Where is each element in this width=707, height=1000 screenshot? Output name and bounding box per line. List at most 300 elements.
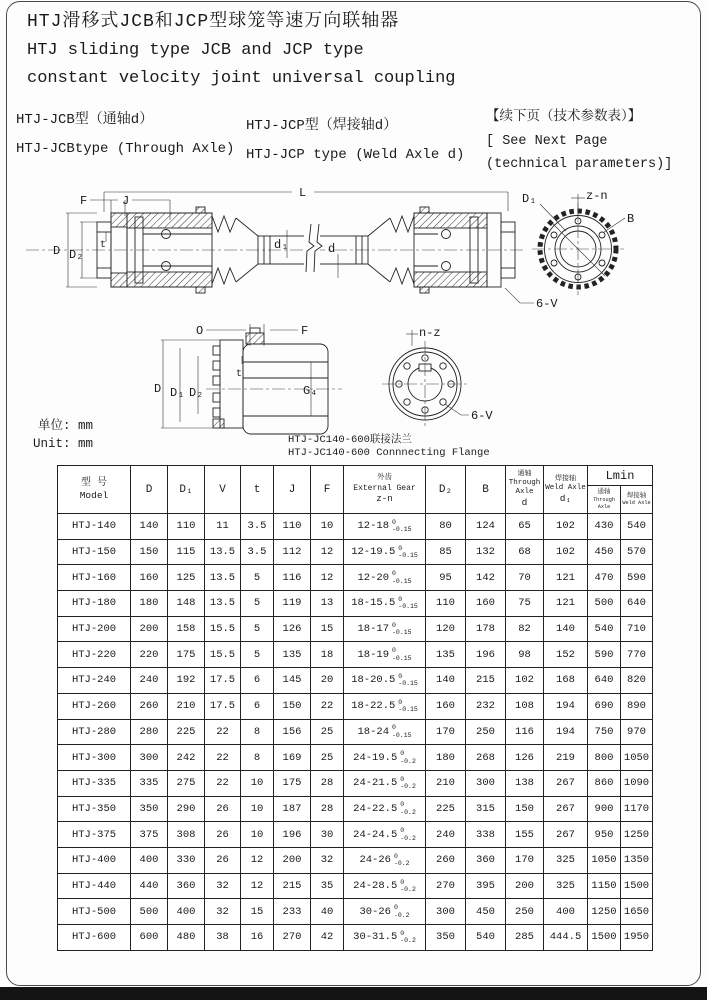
cell-external-gear: 24-26 0 -0.2 <box>344 847 426 873</box>
cell-value: 267 <box>544 796 588 822</box>
cell-value: 160 <box>426 693 466 719</box>
table-row <box>58 899 653 925</box>
dim-label-D1-section: D₁ <box>170 386 185 400</box>
cell-value: 26 <box>205 822 241 848</box>
cell-model: HTJ-220 <box>58 642 131 668</box>
cell-value: 219 <box>544 745 588 771</box>
jcb-label-cn: HTJ-JCB型（通轴d） <box>16 112 154 128</box>
cell-value: 160 <box>131 565 168 591</box>
cell-value: 225 <box>426 796 466 822</box>
cell-model: HTJ-300 <box>58 745 131 771</box>
cell-value: 1500 <box>621 873 653 899</box>
cell-value: 12 <box>311 565 344 591</box>
cell-value: 5 <box>241 616 274 642</box>
dim-label-L: L <box>299 186 307 200</box>
table-row <box>58 873 653 899</box>
cell-value: 590 <box>588 642 621 668</box>
callout-6v-flange: 6-V <box>471 409 493 423</box>
cell-value: 178 <box>466 616 506 642</box>
cell-value: 240 <box>426 822 466 848</box>
cell-value: 126 <box>274 616 311 642</box>
cell-value: 260 <box>426 847 466 873</box>
cell-model: HTJ-335 <box>58 770 131 796</box>
cell-value: 155 <box>506 822 544 848</box>
cell-value: 710 <box>621 616 653 642</box>
cell-external-gear: 24-22.5 0 -0.2 <box>344 796 426 822</box>
table-row <box>58 925 653 951</box>
next-page-en-1: [ See Next Page <box>486 133 608 149</box>
dim-label-D-section: D <box>154 382 162 396</box>
cell-value: 20 <box>311 668 344 694</box>
cell-value: 267 <box>544 822 588 848</box>
cell-value: 15.5 <box>205 642 241 668</box>
connecting-flange-end-view <box>382 326 493 427</box>
dim-label-F-section: F <box>301 324 309 338</box>
cell-value: 1500 <box>588 925 621 951</box>
cell-value: 770 <box>621 642 653 668</box>
header-lmin-weld: 焊接轴 Weld Axle <box>621 486 653 514</box>
cell-model: HTJ-400 <box>58 847 131 873</box>
cell-value: 8 <box>241 745 274 771</box>
dim-label-D2-main: D₂ <box>69 248 84 262</box>
cell-value: 280 <box>131 719 168 745</box>
cell-value: 1650 <box>621 899 653 925</box>
cell-value: 360 <box>466 847 506 873</box>
cell-value: 215 <box>466 668 506 694</box>
cell-value: 480 <box>168 925 205 951</box>
cell-value: 80 <box>426 514 466 540</box>
page-title <box>27 8 455 92</box>
cell-value: 950 <box>588 822 621 848</box>
cell-external-gear: 24-21.5 0 -0.2 <box>344 770 426 796</box>
jcb-label-en: HTJ-JCBtype (Through Axle) <box>16 140 235 157</box>
cell-value: 300 <box>131 745 168 771</box>
cell-external-gear: 18-20.5 0 -0.15 <box>344 668 426 694</box>
cell-value: 325 <box>544 873 588 899</box>
header-V: V <box>205 466 241 514</box>
shaft-assembly-drawing <box>26 186 558 311</box>
cell-value: 500 <box>588 591 621 617</box>
cell-model: HTJ-500 <box>58 899 131 925</box>
cell-value: 140 <box>426 668 466 694</box>
cell-value: 121 <box>544 591 588 617</box>
cell-value: 126 <box>506 745 544 771</box>
dim-label-d1: d₁ <box>274 238 289 252</box>
technical-drawing <box>8 186 700 462</box>
cell-value: 225 <box>168 719 205 745</box>
cell-value: 135 <box>274 642 311 668</box>
cell-value: 180 <box>131 591 168 617</box>
dim-label-t-section: t <box>236 369 243 380</box>
cell-value: 540 <box>621 514 653 540</box>
cell-value: 160 <box>466 591 506 617</box>
cell-value: 194 <box>544 693 588 719</box>
cell-value: 17.5 <box>205 668 241 694</box>
cell-external-gear: 18-15.5 0 -0.15 <box>344 591 426 617</box>
cell-value: 22 <box>205 745 241 771</box>
cell-value: 35 <box>311 873 344 899</box>
cell-value: 145 <box>274 668 311 694</box>
cell-value: 22 <box>205 719 241 745</box>
cell-value: 335 <box>131 770 168 796</box>
cell-value: 68 <box>506 539 544 565</box>
cell-value: 1250 <box>588 899 621 925</box>
dim-label-D1-flange: D₁ <box>522 192 537 206</box>
header-model: 型 号 Model <box>58 466 131 514</box>
cell-value: 180 <box>426 745 466 771</box>
cell-value: 10 <box>241 796 274 822</box>
cell-value: 148 <box>168 591 205 617</box>
cell-value: 450 <box>466 899 506 925</box>
cell-value: 26 <box>205 796 241 822</box>
cell-value: 168 <box>544 668 588 694</box>
cell-value: 375 <box>131 822 168 848</box>
cell-value: 142 <box>466 565 506 591</box>
dim-label-t-main: t <box>100 240 107 251</box>
cell-value: 250 <box>506 899 544 925</box>
cell-value: 125 <box>168 565 205 591</box>
cell-value: 6 <box>241 693 274 719</box>
cell-value: 16 <box>241 925 274 951</box>
cell-external-gear: 18-19 0 -0.15 <box>344 642 426 668</box>
cell-value: 116 <box>274 565 311 591</box>
cell-value: 1050 <box>621 745 653 771</box>
cell-value: 15.5 <box>205 616 241 642</box>
cell-value: 22 <box>205 770 241 796</box>
header-D2: D₂ <box>426 466 466 514</box>
callout-6v-main: 6-V <box>536 297 558 311</box>
cell-value: 5 <box>241 565 274 591</box>
table-row <box>58 668 653 694</box>
cell-value: 124 <box>466 514 506 540</box>
cell-value: 10 <box>241 770 274 796</box>
cell-model: HTJ-375 <box>58 822 131 848</box>
cell-external-gear: 12-19.5 0 -0.15 <box>344 539 426 565</box>
flange-caption-cn: HTJ-JC140-600联接法兰 <box>288 434 412 446</box>
cell-external-gear: 18-24 0 -0.15 <box>344 719 426 745</box>
next-page-en-2: (technical parameters)] <box>486 157 673 173</box>
cell-value: 300 <box>426 899 466 925</box>
cell-value: 32 <box>311 847 344 873</box>
cell-value: 338 <box>466 822 506 848</box>
cell-value: 240 <box>131 668 168 694</box>
page-bottom-edge <box>0 987 707 1000</box>
header-B: B <box>466 466 506 514</box>
cell-value: 135 <box>426 642 466 668</box>
cell-value: 112 <box>274 539 311 565</box>
cell-value: 1150 <box>588 873 621 899</box>
type-label-jcb <box>16 106 234 163</box>
cell-value: 192 <box>168 668 205 694</box>
cell-value: 690 <box>588 693 621 719</box>
cell-value: 750 <box>588 719 621 745</box>
cell-value: 13.5 <box>205 591 241 617</box>
cell-value: 17.5 <box>205 693 241 719</box>
cell-model: HTJ-440 <box>58 873 131 899</box>
header-weld-axle: 焊接轴 Weld Axle d₁ <box>544 466 588 514</box>
table-row <box>58 565 653 591</box>
table-row <box>58 745 653 771</box>
cell-value: 220 <box>131 642 168 668</box>
cell-value: 18 <box>311 642 344 668</box>
flange-caption-en: HTJ-JC140-600 Connnecting Flange <box>288 447 490 459</box>
header-F: F <box>311 466 344 514</box>
cell-model: HTJ-150 <box>58 539 131 565</box>
cell-value: 275 <box>168 770 205 796</box>
dim-label-D2-section: D₂ <box>189 386 204 400</box>
cell-value: 400 <box>168 899 205 925</box>
dim-label-D-main: D <box>53 244 61 258</box>
cell-external-gear: 24-19.5 0 -0.2 <box>344 745 426 771</box>
cell-value: 395 <box>466 873 506 899</box>
cell-external-gear: 12-20 0 -0.15 <box>344 565 426 591</box>
cell-value: 150 <box>506 796 544 822</box>
cell-value: 200 <box>274 847 311 873</box>
cell-value: 11 <box>205 514 241 540</box>
cell-value: 350 <box>426 925 466 951</box>
cell-value: 13.5 <box>205 539 241 565</box>
cell-value: 500 <box>131 899 168 925</box>
table-row <box>58 770 653 796</box>
cell-value: 590 <box>621 565 653 591</box>
cell-value: 116 <box>506 719 544 745</box>
cell-value: 28 <box>311 770 344 796</box>
cell-value: 196 <box>466 642 506 668</box>
cell-value: 267 <box>544 770 588 796</box>
cell-value: 232 <box>466 693 506 719</box>
title-english-1: HTJ sliding type JCB and JCP type <box>27 41 364 61</box>
cell-value: 38 <box>205 925 241 951</box>
cell-value: 13 <box>311 591 344 617</box>
cell-value: 890 <box>621 693 653 719</box>
cell-value: 25 <box>311 745 344 771</box>
cell-value: 158 <box>168 616 205 642</box>
header-t: t <box>241 466 274 514</box>
cell-value: 40 <box>311 899 344 925</box>
cell-value: 5 <box>241 591 274 617</box>
type-label-jcp <box>246 112 464 169</box>
cell-external-gear: 30-26 0 -0.2 <box>344 899 426 925</box>
cell-value: 150 <box>131 539 168 565</box>
cell-value: 444.5 <box>544 925 588 951</box>
table-row <box>58 514 653 540</box>
title-english-2: constant velocity joint universal coupling <box>27 68 456 88</box>
cell-value: 70 <box>506 565 544 591</box>
cell-value: 121 <box>544 565 588 591</box>
cell-model: HTJ-160 <box>58 565 131 591</box>
cell-external-gear: 18-22.5 0 -0.15 <box>344 693 426 719</box>
cell-value: 26 <box>205 847 241 873</box>
dim-label-G4: G₄ <box>303 384 318 398</box>
cell-external-gear: 24-24.5 0 -0.2 <box>344 822 426 848</box>
gear-flange-end-view <box>522 189 634 295</box>
header-through-axle: 通轴 Through Axle d <box>506 466 544 514</box>
cell-model: HTJ-350 <box>58 796 131 822</box>
cell-value: 95 <box>426 565 466 591</box>
cell-value: 140 <box>131 514 168 540</box>
cell-value: 102 <box>506 668 544 694</box>
cell-value: 200 <box>131 616 168 642</box>
header-lmin-through: 通轴 Through Axle <box>588 486 621 514</box>
cell-value: 800 <box>588 745 621 771</box>
cell-model: HTJ-600 <box>58 925 131 951</box>
cell-value: 285 <box>506 925 544 951</box>
cell-model: HTJ-180 <box>58 591 131 617</box>
cell-value: 250 <box>466 719 506 745</box>
cell-model: HTJ-260 <box>58 693 131 719</box>
cell-external-gear: 24-28.5 0 -0.2 <box>344 873 426 899</box>
cell-value: 1050 <box>588 847 621 873</box>
cell-value: 156 <box>274 719 311 745</box>
cell-value: 196 <box>274 822 311 848</box>
cell-value: 12 <box>241 873 274 899</box>
cell-value: 350 <box>131 796 168 822</box>
cell-value: 22 <box>311 693 344 719</box>
cell-value: 12 <box>311 539 344 565</box>
cell-value: 3.5 <box>241 514 274 540</box>
cell-value: 119 <box>274 591 311 617</box>
cell-value: 233 <box>274 899 311 925</box>
unit-label-en: Unit: mm <box>33 437 94 451</box>
cell-value: 110 <box>168 514 205 540</box>
cell-value: 42 <box>311 925 344 951</box>
cell-value: 260 <box>131 693 168 719</box>
dim-label-O: O <box>196 324 204 338</box>
cell-external-gear: 12-18 0 -0.15 <box>344 514 426 540</box>
connecting-flange-section <box>154 324 342 434</box>
table-row <box>58 693 653 719</box>
cell-value: 140 <box>544 616 588 642</box>
header-D: D <box>131 466 168 514</box>
header-external-gear: 外齿 External Gear z-n <box>344 466 426 514</box>
cell-value: 430 <box>588 514 621 540</box>
cell-value: 170 <box>426 719 466 745</box>
cell-value: 470 <box>588 565 621 591</box>
dim-label-d: d <box>328 242 336 256</box>
cell-value: 65 <box>506 514 544 540</box>
cell-external-gear: 30-31.5 0 -0.2 <box>344 925 426 951</box>
cell-value: 175 <box>274 770 311 796</box>
cell-value: 242 <box>168 745 205 771</box>
cell-value: 1950 <box>621 925 653 951</box>
cell-value: 13.5 <box>205 565 241 591</box>
table-row <box>58 847 653 873</box>
cell-value: 3.5 <box>241 539 274 565</box>
cell-value: 169 <box>274 745 311 771</box>
title-chinese: HTJ滑移式JCB和JCP型球笼等速万向联轴器 <box>27 12 400 32</box>
cell-value: 132 <box>466 539 506 565</box>
cell-value: 300 <box>466 770 506 796</box>
cell-value: 10 <box>311 514 344 540</box>
next-page-cn: 【续下页（技术参数表）】 <box>486 110 642 125</box>
cell-value: 1250 <box>621 822 653 848</box>
cell-value: 30 <box>311 822 344 848</box>
cell-value: 268 <box>466 745 506 771</box>
cell-value: 360 <box>168 873 205 899</box>
cell-value: 1090 <box>621 770 653 796</box>
cell-value: 110 <box>426 591 466 617</box>
cell-value: 15 <box>241 899 274 925</box>
table-row <box>58 719 653 745</box>
table-row <box>58 539 653 565</box>
cell-value: 400 <box>131 847 168 873</box>
cell-value: 12 <box>241 847 274 873</box>
cell-value: 210 <box>426 770 466 796</box>
cell-value: 6 <box>241 668 274 694</box>
cell-value: 270 <box>426 873 466 899</box>
cell-value: 108 <box>506 693 544 719</box>
cell-value: 75 <box>506 591 544 617</box>
cell-value: 200 <box>506 873 544 899</box>
table-row <box>58 796 653 822</box>
cell-value: 970 <box>621 719 653 745</box>
spec-table <box>57 465 653 951</box>
cell-model: HTJ-240 <box>58 668 131 694</box>
cell-value: 170 <box>506 847 544 873</box>
table-row <box>58 591 653 617</box>
cell-value: 570 <box>621 539 653 565</box>
cell-model: HTJ-200 <box>58 616 131 642</box>
cell-value: 15 <box>311 616 344 642</box>
dim-label-zn: z-n <box>586 189 608 203</box>
cell-value: 900 <box>588 796 621 822</box>
header-J: J <box>274 466 311 514</box>
unit-label-cn: 单位: mm <box>38 419 94 433</box>
table-row <box>58 822 653 848</box>
cell-value: 640 <box>588 668 621 694</box>
see-next-page-note <box>486 106 672 177</box>
cell-value: 540 <box>588 616 621 642</box>
cell-value: 540 <box>466 925 506 951</box>
cell-value: 102 <box>544 539 588 565</box>
spec-table-header <box>58 466 653 514</box>
cell-value: 138 <box>506 770 544 796</box>
table-row <box>58 642 653 668</box>
cell-model: HTJ-140 <box>58 514 131 540</box>
cell-value: 270 <box>274 925 311 951</box>
dim-label-B: B <box>627 212 635 226</box>
dim-label-nz: n-z <box>419 326 441 340</box>
cell-value: 5 <box>241 642 274 668</box>
cell-value: 8 <box>241 719 274 745</box>
cell-value: 10 <box>241 822 274 848</box>
dim-label-F: F <box>80 194 88 208</box>
cell-value: 330 <box>168 847 205 873</box>
cell-value: 120 <box>426 616 466 642</box>
header-lmin: Lmin <box>588 466 653 486</box>
cell-model: HTJ-280 <box>58 719 131 745</box>
spec-table-body <box>58 514 653 951</box>
cell-value: 102 <box>544 514 588 540</box>
cell-value: 25 <box>311 719 344 745</box>
cell-value: 400 <box>544 899 588 925</box>
cell-value: 85 <box>426 539 466 565</box>
table-row <box>58 616 653 642</box>
cell-value: 210 <box>168 693 205 719</box>
cell-value: 600 <box>131 925 168 951</box>
dim-label-J: J <box>122 194 130 208</box>
cell-value: 1170 <box>621 796 653 822</box>
cell-value: 315 <box>466 796 506 822</box>
cell-value: 152 <box>544 642 588 668</box>
cell-value: 308 <box>168 822 205 848</box>
jcp-label-cn: HTJ-JCP型（焊接轴d） <box>246 118 398 134</box>
cell-value: 115 <box>168 539 205 565</box>
cell-value: 175 <box>168 642 205 668</box>
cell-value: 450 <box>588 539 621 565</box>
jcp-label-en: HTJ-JCP type (Weld Axle d) <box>246 146 465 163</box>
cell-external-gear: 18-17 0 -0.15 <box>344 616 426 642</box>
